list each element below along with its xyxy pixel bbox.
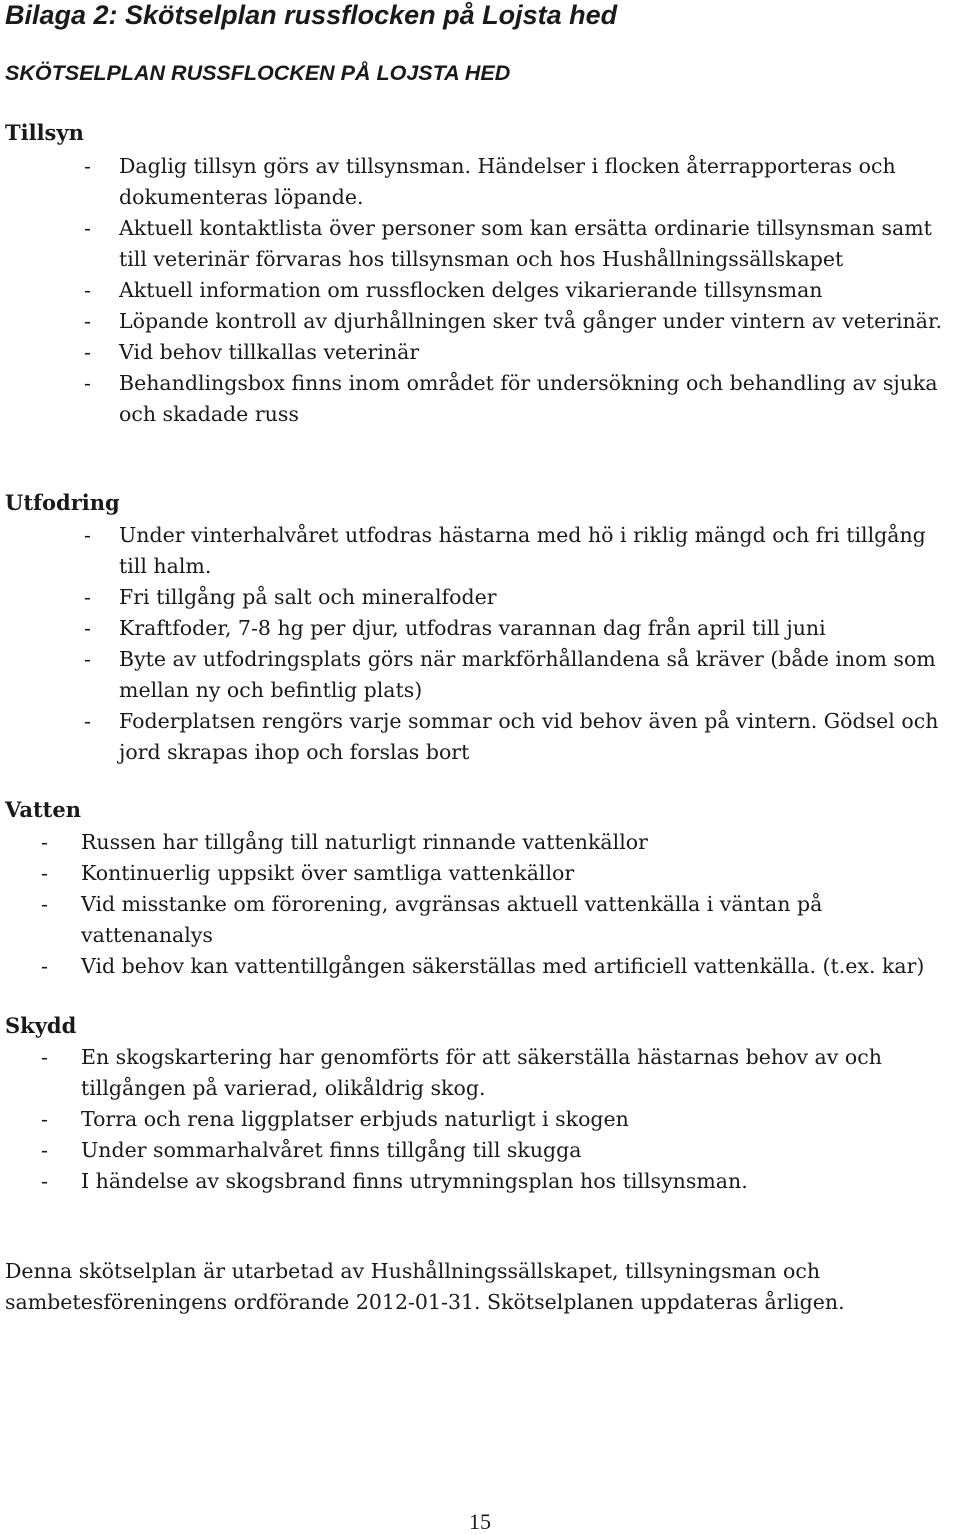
bullet-dash: - [84, 647, 91, 671]
bullet-dash: - [84, 585, 91, 609]
tillsyn-list [84, 151, 960, 430]
section-heading-vatten: Vatten [5, 797, 82, 822]
bullet-dash: - [84, 523, 91, 547]
list-item: - Löpande kontroll av djurhållningen sker två gånger under vintern av veterinär. [84, 306, 960, 337]
bullet-dash: - [84, 309, 91, 333]
page-number: 15 [469, 1509, 491, 1534]
list-item: - Daglig tillsyn görs av tillsynsman. Händelser i flocken återrapporteras och dokumenteras löpande. [84, 151, 960, 213]
list-item: - Torra och rena liggplatser erbjuds naturligt i skogen [41, 1104, 960, 1135]
bullet-dash: - [84, 709, 91, 733]
bullet-dash: - [41, 830, 48, 854]
section-heading-skydd: Skydd [5, 1013, 77, 1038]
bullet-dash: - [84, 340, 91, 364]
list-item: - Aktuell kontaktlista över personer som kan ersätta ordinarie tillsynsman samt till veterinär förvaras hos tillsynsman och hos Hushållningssällskapet [84, 213, 960, 275]
list-item: - I händelse av skogsbrand finns utrymningsplan hos tillsynsman. [41, 1166, 960, 1197]
section-heading-utfodring: Utfodring [5, 490, 120, 515]
utfodring-list [84, 520, 960, 768]
list-item: - Aktuell information om russflocken delges vikarierande tillsynsman [84, 275, 960, 306]
list-item: - Kraftfoder, 7-8 hg per djur, utfodras varannan dag från april till juni [84, 613, 960, 644]
bullet-dash: - [84, 154, 91, 178]
bullet-dash: - [84, 216, 91, 240]
section-heading-tillsyn: Tillsyn [5, 120, 84, 145]
list-item: - Byte av utfodringsplats görs när markförhållandena så kräver (både inom som mellan ny och befintlig plats) [84, 644, 960, 706]
vatten-list [41, 827, 960, 982]
list-item: - En skogskartering har genomförts för att säkerställa hästarnas behov av och tillgången på varierad, olikåldrig skog. [41, 1042, 960, 1104]
bullet-dash: - [84, 371, 91, 395]
list-item: - Foderplatsen rengörs varje sommar och vid behov även på vintern. Gödsel och jord skrapas ihop och forslas bort [84, 706, 960, 768]
list-item: - Behandlingsbox finns inom området för undersökning och behandling av sjuka och skadade russ [84, 368, 960, 430]
list-item: - Under vinterhalvåret utfodras hästarna med hö i riklig mängd och fri tillgång till halm. [84, 520, 960, 582]
list-item: - Vid behov tillkallas veterinär [84, 337, 960, 368]
document-subtitle: SKÖTSELPLAN RUSSFLOCKEN PÅ LOJSTA HED [5, 61, 511, 85]
list-item: - Kontinuerlig uppsikt över samtliga vattenkällor [41, 858, 960, 889]
skydd-list [41, 1042, 960, 1197]
bullet-dash: - [41, 1107, 48, 1131]
list-item: - Fri tillgång på salt och mineralfoder [84, 582, 960, 613]
bullet-dash: - [41, 954, 48, 978]
list-item: - Vid behov kan vattentillgången säkerställas med artificiell vattenkälla. (t.ex. kar) [41, 951, 960, 982]
list-item: - Under sommarhalvåret finns tillgång till skugga [41, 1135, 960, 1166]
bullet-dash: - [41, 1169, 48, 1193]
list-item: - Vid misstanke om förorening, avgränsas aktuell vattenkälla i väntan på vattenanalys [41, 889, 960, 951]
footer-note: Denna skötselplan är utarbetad av Hushållningssällskapet, tillsyningsman och sambetesföreningens ordförande 2012-01-31. Skötselplanen uppdateras årligen. [5, 1259, 845, 1314]
bullet-dash: - [41, 892, 48, 916]
bullet-dash: - [84, 278, 91, 302]
bullet-dash: - [41, 861, 48, 885]
bullet-dash: - [41, 1045, 48, 1069]
list-item: - Russen har tillgång till naturligt rinnande vattenkällor [41, 827, 960, 858]
document-title: Bilaga 2: Skötselplan russflocken på Lojsta hed [5, 0, 618, 30]
bullet-dash: - [41, 1138, 48, 1162]
bullet-dash: - [84, 616, 91, 640]
